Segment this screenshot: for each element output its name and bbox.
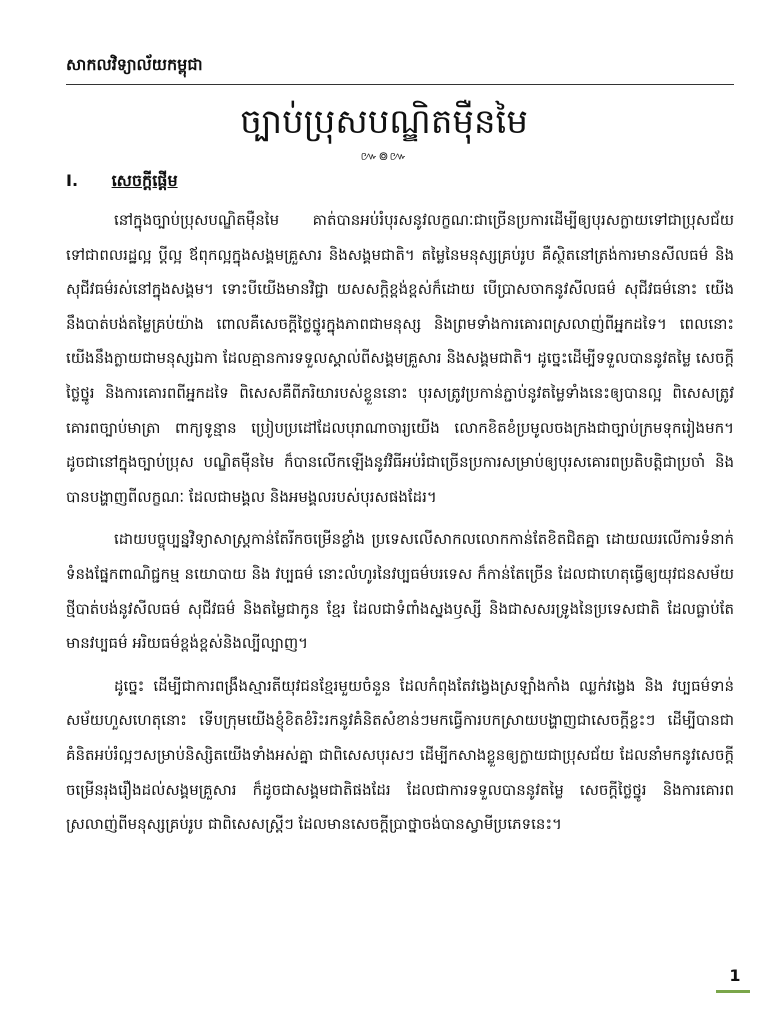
page-number-underline: [716, 990, 750, 993]
section-heading: [66, 170, 178, 194]
body-content: [66, 203, 734, 850]
header-organization: សាកលវិទ្យាល័យកម្ពុជា: [66, 55, 203, 74]
section-number: I.: [66, 171, 79, 190]
paragraph-1: នៅក្នុងច្បាប់ប្រុសបណ្ឌិតម៉ឺនមៃ គាត់បានអប់រំបុរសនូវលក្ខណៈជាច្រើនប្រការដើម្បីឲ្យបុរសក្លាយទៅជាប្រុសជ័យ ទៅជាពលរដ្ឋល្អ ប្តីល្អ ឪពុកល្អក្នុងសង្គមគ្រួសារ និងសង្គមជាតិ។ តម្លៃនៃមនុស្សគ្រប់រូប គឺស្ថិតនៅត្រង់ការមានសីលធម៌ និងសុជីវធម៌រស់នៅក្នុងសង្គម។ ទោះបីយើងមានវិជ្ជា យសសក្តិខ្ពង់ខ្ពស់ក៏ដោយ បើប្រាសចាកនូវសីលធម៌ សុជីវធម៌នោះ យើងនឹងបាត់បង់តម្លៃគ្រប់យ៉ាង ពោលគឺសេចក្តីថ្លៃថ្នូរក្នុងភាពជាមនុស្ស និងព្រមទាំងការគោរពស្រលាញ់ពីអ្នកដទៃ។ ពេលនោះយើងនឹងក្លាយជាមនុស្សឯកា ដែលគ្មានការទទួលស្គាល់ពីសង្គមគ្រួសារ និងសង្គមជាតិ។ ដូច្នេះដើម្បីទទួលបាននូវតម្លៃ សេចក្តីថ្លៃថ្នូរ និងការគោរពពីអ្នកដទៃ ពិសេសគឺពីភរិយារបស់ខ្លួននោះ បុរសត្រូវប្រកាន់ភ្ជាប់នូវតម្លៃទាំងនេះឲ្យបានល្អ ពិសេសត្រូវគោរពច្បាប់មាត្រា ពាក្យទូន្មាន ប្រៀបប្រដៅដែលបុរាណាចារ្យយើង លោកខិតខំប្រមូលចងក្រងជាច្បាប់ក្រមទុករៀងមក។ ដូចជានៅក្នុងច្បាប់ប្រុស បណ្ឌិតម៉ឺនមៃ ក៏បានលើកឡើងនូវវិធីអប់រំជាច្រើនប្រការសម្រាប់ឲ្យបុរសគោរពប្រតិបត្តិជាប្រចាំ និងបានបង្ហាញពីលក្ខណៈ ដែលជាមង្គល និងអមង្គលរបស់បុរសផងដែរ។: [66, 211, 734, 506]
header-divider: [66, 84, 734, 85]
page-number: 1: [729, 966, 741, 985]
document-title: ច្បាប់ប្រុសបណ្ឌិតម៉ឺនមៃ: [240, 102, 528, 142]
section-label: សេចក្តីផ្តើម: [111, 171, 178, 190]
paragraph-3: ដូច្នេះ ដើម្បីជាការពង្រឹងស្មារតីយុវជនខ្មែរមួយចំនួន ដែលកំពុងតែវង្វេងស្រឡាំងកាំង ឈ្លក់វង្វេង និង វប្បធម៌ទាន់សម័យហួសហេតុនោះ ទើបក្រុមយើងខ្ញុំខិតខំរិះរកនូវគំនិតសំខាន់ៗមកធ្វើការបកស្រាយបង្ហាញជាសេចក្តីខ្លះៗ ដើម្បីបានជា គំនិតអប់រំល្អៗសម្រាប់និស្សិតយើងទាំងអស់គ្នា ជាពិសេសបុរសៗ ដើម្បីកសាងខ្លួនឲ្យក្លាយជាប្រុសជ័យ ដែលនាំមកនូវសេចក្តីចម្រើនរុងរឿងដល់សង្គមគ្រួសារ ក៏ដូចជាសង្គមជាតិផងដែរ ដែលជាការទទួលបាននូវតម្លៃ សេចក្តីថ្លៃថ្នូរ និងការគោរពស្រលាញ់ពីមនុស្សគ្រប់រូប ជាពិសេសស្ត្រីៗ ដែលមានសេចក្តីប្រាថ្នាចង់បានស្វាមីប្រភេទនេះ។: [66, 676, 734, 834]
paragraph-2: ដោយបច្ចុប្បន្នវិទ្យាសាស្ត្រកាន់តែរីកចម្រើនខ្លាំង ប្រទេសលើសាកលលោកកាន់តែខិតជិតគ្នា ដោយឈរលើការទំនាក់ទំនងផ្នែកពាណិជ្ជកម្ម នយោបាយ និង វប្បធម៌ នោះលំហូរនៃវប្បធម៌បរទេស ក៏កាន់តែច្រើន ដែលជាហេតុធ្វើឲ្យយុវជនសម័យថ្មីបាត់បង់នូវសីលធម៌ សុជីវធម៌ និងតម្លៃជាកូន ខ្មែរ ដែលជាទំពាំងស្នងឫស្សី និងជាសសរទ្រូងនៃប្រទេសជាតិ ដែលធ្លាប់តែមានវប្បធម៌ អរិយធម៌ខ្ពង់ខ្ពស់និងល្បីល្បាញ។: [66, 530, 734, 653]
title-ornament: ៚៙៚: [360, 149, 408, 163]
